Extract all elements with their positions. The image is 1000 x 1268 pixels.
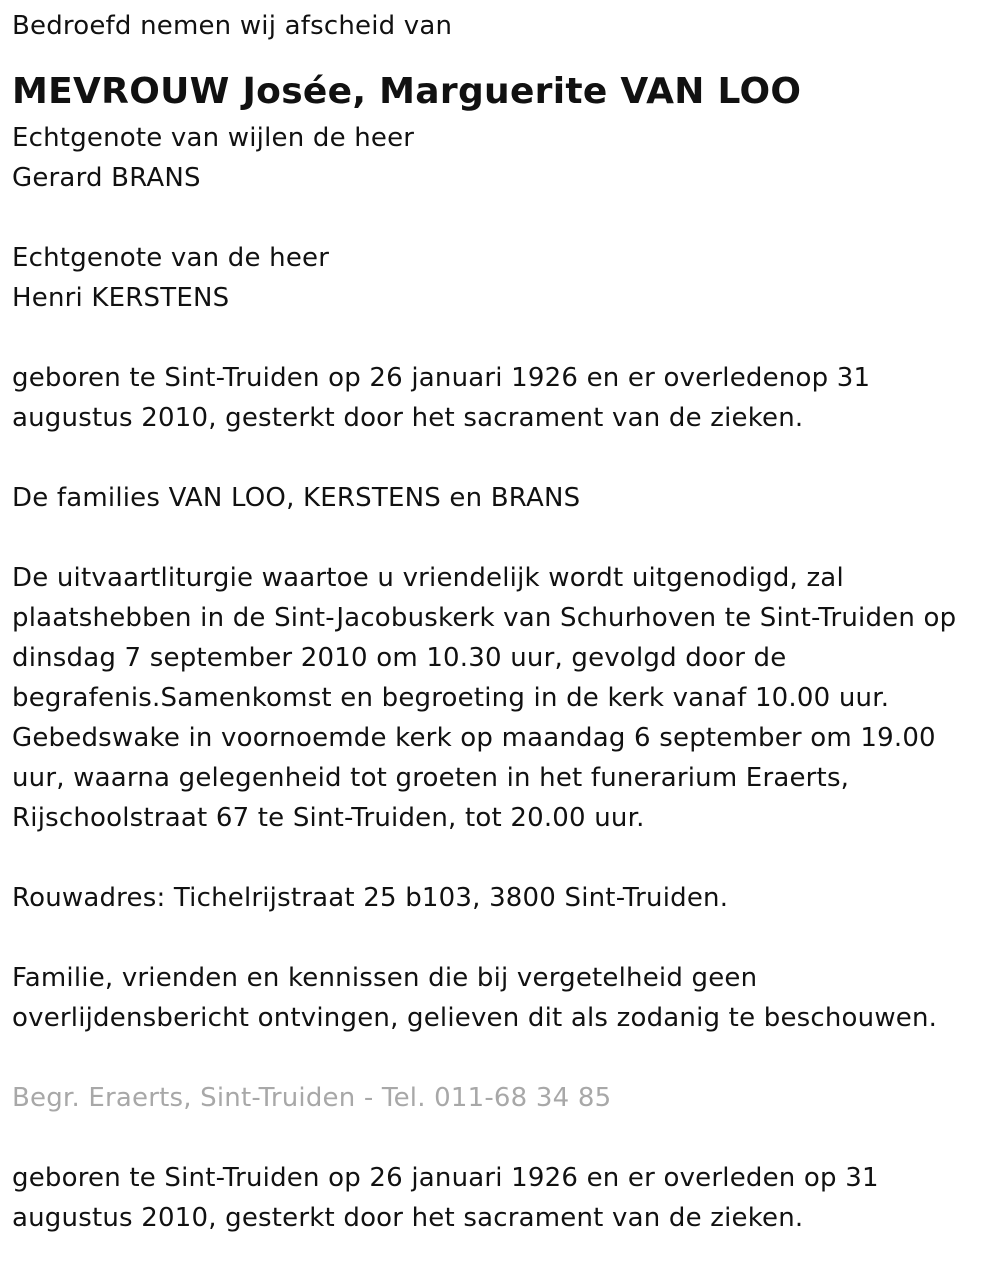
notice-section xyxy=(12,958,988,1038)
ceremony-line: Gebedswake in voornoemde kerk op maandag 6 september om 19.00 xyxy=(12,723,936,753)
spouse-late-name: Gerard BRANS xyxy=(12,163,201,193)
ceremony-line: De uitvaartliturgie waartoe u vriendelijk wordt uitgenodigd, zal xyxy=(12,563,844,593)
spouse-late-section xyxy=(12,118,988,198)
birth-death-repeat-line: geboren te Sint-Truiden op 26 januari 1926 en er overleden op 31 xyxy=(12,1163,879,1193)
spouse-late-label: Echtgenote van wijlen de heer xyxy=(12,123,415,153)
ceremony-line: plaatshebben in de Sint-Jacobuskerk van Schurhoven te Sint-Truiden op xyxy=(12,603,957,633)
families-text: De families VAN LOO, KERSTENS en BRANS xyxy=(12,483,581,513)
families-section xyxy=(12,478,988,518)
notice-line: Familie, vrienden en kennissen die bij vergetelheid geen xyxy=(12,963,758,993)
intro-text: Bedroefd nemen wij afscheid van xyxy=(12,11,453,41)
ceremony-line: Rijschoolstraat 67 te Sint-Truiden, tot 20.00 uur. xyxy=(12,803,645,833)
notice-line: overlijdensbericht ontvingen, gelieven dit als zodanig te beschouwen. xyxy=(12,1003,938,1033)
ceremony-section xyxy=(12,558,988,838)
spouse-name: Henri KERSTENS xyxy=(12,283,230,313)
ceremony-line: uur, waarna gelegenheid tot groeten in het funerarium Eraerts, xyxy=(12,763,850,793)
undertaker-section xyxy=(12,1078,988,1118)
birth-death-repeat-section xyxy=(12,1158,988,1238)
ceremony-line: begrafenis.Samenkomst en begroeting in de kerk vanaf 10.00 uur. xyxy=(12,683,890,713)
birth-death-line: geboren te Sint-Truiden op 26 januari 1926 en er overledenop 31 xyxy=(12,363,871,393)
address-section xyxy=(12,878,988,918)
deceased-name: MEVROUW Josée, Marguerite VAN LOO xyxy=(12,71,802,112)
birth-death-line: augustus 2010, gesterkt door het sacrament van de zieken. xyxy=(12,403,804,433)
mourning-address: Rouwadres: Tichelrijstraat 25 b103, 3800 Sint-Truiden. xyxy=(12,883,729,913)
spouse-label: Echtgenote van de heer xyxy=(12,243,330,273)
birth-death-section xyxy=(12,358,988,438)
birth-death-repeat-line: augustus 2010, gesterkt door het sacrament van de zieken. xyxy=(12,1203,804,1233)
spouse-section xyxy=(12,238,988,318)
undertaker-contact: Begr. Eraerts, Sint-Truiden - Tel. 011-68 34 85 xyxy=(12,1083,612,1113)
ceremony-line: dinsdag 7 september 2010 om 10.30 uur, gevolgd door de xyxy=(12,643,787,673)
